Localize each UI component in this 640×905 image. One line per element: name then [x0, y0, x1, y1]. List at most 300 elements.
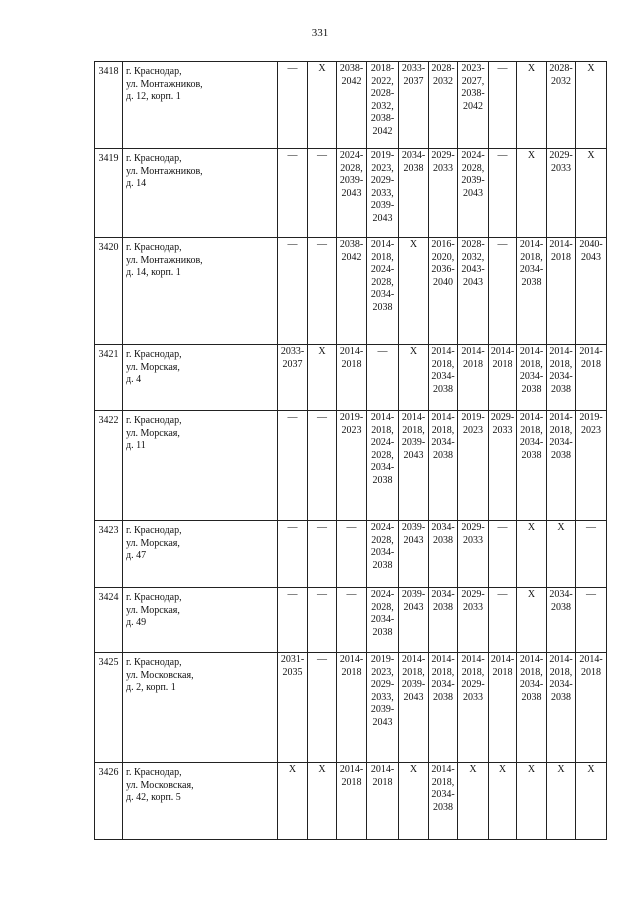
schedule-line: 2033 — [463, 691, 483, 703]
schedule-line: 2034- — [431, 589, 455, 600]
schedule-line: 2018, — [402, 666, 425, 678]
schedule-line: X — [557, 522, 565, 533]
address-cell — [123, 149, 278, 238]
schedule-cell — [517, 149, 547, 238]
schedule-cell — [547, 653, 576, 763]
schedule-line: 2024- — [370, 589, 395, 600]
schedule-cell — [489, 653, 517, 763]
table-row — [95, 521, 607, 588]
address-cell — [123, 62, 278, 149]
schedule-cell — [489, 411, 517, 521]
schedule-line: 2014- — [549, 346, 573, 357]
schedule-line: 2039- — [461, 175, 485, 186]
schedule-line: — — [497, 63, 508, 74]
schedule-cell — [458, 411, 489, 521]
schedule-line: X — [409, 346, 418, 357]
schedule-line: — — [377, 346, 388, 357]
schedule-line: 2014- — [549, 654, 573, 665]
address-line: г. Краснодар, — [126, 153, 182, 164]
address-cell — [123, 653, 278, 763]
schedule-line: X — [527, 63, 536, 74]
schedule-line: 2014- — [549, 239, 573, 250]
schedule-line: 2023, — [371, 162, 394, 174]
schedule-line: 2034- — [431, 437, 455, 448]
address-cell — [123, 411, 278, 521]
schedule-line: 2018- — [370, 63, 395, 74]
schedule-line: X — [527, 589, 536, 600]
schedule-line: 2034- — [519, 371, 544, 382]
schedule-cell — [547, 763, 576, 840]
schedule-line: 2014- — [579, 654, 603, 665]
schedule-line: 2036- — [431, 264, 455, 275]
table-row — [95, 411, 607, 521]
schedule-line: — — [317, 654, 327, 665]
schedule-line: 2018, — [520, 666, 543, 678]
schedule-line: X — [318, 346, 326, 357]
schedule-line: 2042 — [463, 100, 483, 112]
schedule-line: 2018, — [520, 358, 543, 370]
schedule-cell — [576, 149, 607, 238]
schedule-line: 2014- — [431, 654, 455, 665]
schedule-line: 2019- — [370, 150, 395, 161]
schedule-line: 2014- — [461, 654, 485, 665]
schedule-cell — [308, 521, 337, 588]
schedule-line: 2028, — [371, 449, 394, 461]
schedule-line: 2029- — [370, 679, 395, 690]
schedule-line: 2032 — [433, 75, 453, 87]
schedule-cell — [517, 763, 547, 840]
schedule-cell — [458, 521, 489, 588]
schedule-line: 2024- — [461, 150, 485, 161]
schedule-line: 2034- — [431, 371, 455, 382]
schedule-line: 2032 — [551, 75, 571, 87]
schedule-line: 2038 — [403, 162, 424, 174]
schedule-line: 2043 — [403, 601, 424, 613]
schedule-cell — [308, 653, 337, 763]
schedule-line: — — [317, 522, 327, 533]
schedule-line: 2038 — [551, 691, 571, 703]
schedule-cell — [367, 345, 399, 411]
schedule-cell — [547, 588, 576, 653]
schedule-line: — — [586, 589, 596, 600]
schedule-cell — [576, 653, 607, 763]
schedule-cell — [367, 588, 399, 653]
address-line: ул. Морская, — [126, 427, 180, 439]
schedule-line: 2018 — [341, 666, 362, 678]
schedule-cell — [278, 345, 308, 411]
schedule-line: X — [587, 764, 595, 775]
schedule-cell — [367, 149, 399, 238]
schedule-cell — [429, 763, 458, 840]
schedule-line: 2043 — [403, 449, 424, 461]
schedule-cell — [337, 345, 367, 411]
address-line: д. 11 — [126, 440, 146, 451]
schedule-cell — [337, 62, 367, 149]
schedule-line: 2038 — [521, 383, 542, 395]
schedule-line: 2029- — [431, 150, 455, 161]
schedule-line: 2014- — [431, 764, 455, 775]
schedule-line: 2034- — [519, 264, 544, 275]
schedule-line: 2042 — [341, 75, 362, 87]
schedule-cell — [458, 238, 489, 345]
schedule-line: 2037 — [403, 75, 424, 87]
schedule-line: 2018, — [371, 251, 394, 263]
schedule-line: 2033 — [463, 534, 483, 546]
schedule-line: 2034- — [370, 462, 395, 473]
schedule-line: 2014- — [461, 346, 485, 357]
schedule-line: 2034- — [370, 289, 395, 300]
schedule-line: 2033, — [371, 691, 394, 703]
schedule-line: 2018 — [581, 666, 601, 678]
schedule-line: 2014- — [401, 412, 426, 423]
schedule-line: 2033 — [551, 162, 571, 174]
address-line: г. Краснодар, — [126, 525, 182, 536]
schedule-line: 2014- — [519, 412, 544, 423]
schedule-cell — [337, 238, 367, 345]
schedule-cell — [399, 521, 429, 588]
schedule-line: — — [317, 589, 327, 600]
address-line: г. Краснодар, — [126, 592, 182, 603]
schedule-line: 2018 — [341, 358, 362, 370]
schedule-cell — [278, 411, 308, 521]
schedule-line: X — [469, 764, 477, 775]
address-cell — [123, 588, 278, 653]
address-cell — [123, 345, 278, 411]
schedule-cell — [489, 588, 517, 653]
table-row — [95, 345, 607, 411]
schedule-line: — — [497, 150, 508, 161]
schedule-line: 2034- — [549, 679, 573, 690]
schedule-cell — [458, 62, 489, 149]
schedule-line: 2029- — [549, 150, 573, 161]
schedule-cell — [308, 411, 337, 521]
schedule-cell — [308, 588, 337, 653]
schedule-cell — [367, 411, 399, 521]
address-line: ул. Морская, — [126, 537, 180, 549]
schedule-cell — [547, 345, 576, 411]
schedule-line: 2039- — [370, 200, 395, 211]
table-row — [95, 763, 607, 840]
schedule-cell — [278, 149, 308, 238]
schedule-line: 2032, — [371, 100, 394, 112]
schedule-line: X — [527, 764, 536, 775]
schedule-line: — — [287, 63, 298, 74]
schedule-cell — [489, 238, 517, 345]
schedule-cell — [576, 411, 607, 521]
schedule-line: 2038 — [551, 383, 571, 395]
schedule-line: 2014- — [490, 654, 515, 665]
schedule-line: 2024- — [370, 264, 395, 275]
schedule-line: 2043 — [463, 187, 483, 199]
schedule-line: 2019- — [579, 412, 603, 423]
address-line: ул. Монтажников, — [126, 165, 203, 177]
schedule-line: 2034- — [519, 437, 544, 448]
schedule-cell — [399, 763, 429, 840]
schedule-line: 2031- — [280, 654, 305, 665]
schedule-line: 2018, — [549, 358, 573, 370]
schedule-line: 2014- — [370, 412, 395, 423]
schedule-cell — [278, 588, 308, 653]
schedule-line: 2034- — [549, 371, 573, 382]
schedule-line: X — [557, 764, 565, 775]
schedule-cell — [367, 521, 399, 588]
schedule-line: 2028, — [371, 534, 394, 546]
row-number-cell: 3422 — [95, 411, 123, 521]
schedule-cell — [367, 653, 399, 763]
schedule-cell — [429, 345, 458, 411]
schedule-line: X — [527, 522, 536, 533]
schedule-cell — [517, 521, 547, 588]
schedule-line: 2043 — [372, 212, 393, 224]
schedule-cell — [489, 345, 517, 411]
address-line: г. Краснодар, — [126, 242, 182, 253]
schedule-line: 2014- — [401, 654, 426, 665]
schedule-cell — [576, 238, 607, 345]
schedule-cell — [308, 62, 337, 149]
schedule-cell — [458, 763, 489, 840]
table-row — [95, 149, 607, 238]
schedule-line: — — [317, 412, 327, 423]
schedule-line: 2043 — [341, 187, 362, 199]
schedule-line: 2018 — [581, 358, 601, 370]
schedule-line: 2028, — [461, 162, 485, 174]
schedule-line: — — [287, 239, 298, 250]
row-number-cell: 3421 — [95, 345, 123, 411]
schedule-cell — [429, 149, 458, 238]
schedule-line: X — [527, 150, 536, 161]
schedule-line: 2018, — [431, 424, 455, 436]
schedule-line: 2033- — [401, 63, 426, 74]
schedule-line: 2038 — [372, 474, 393, 486]
schedule-line: 2014- — [519, 654, 544, 665]
schedule-line: 2029- — [461, 589, 485, 600]
schedule-line: X — [318, 764, 326, 775]
schedule-cell — [517, 62, 547, 149]
schedule-cell — [458, 653, 489, 763]
schedule-line: 2018, — [520, 424, 543, 436]
schedule-cell — [517, 345, 547, 411]
schedule-line: 2018, — [461, 666, 485, 678]
address-line: ул. Московская, — [126, 779, 194, 791]
schedule-line: X — [587, 63, 595, 74]
schedule-line: 2018, — [371, 424, 394, 436]
schedule-line: 2039- — [339, 175, 364, 186]
schedule-line: 2018 — [341, 776, 362, 788]
schedule-line: 2038 — [521, 276, 542, 288]
row-number-cell: 3423 — [95, 521, 123, 588]
schedule-cell — [576, 588, 607, 653]
schedule-line: 2043 — [403, 691, 424, 703]
schedule-cell — [399, 653, 429, 763]
schedule-line: 2024- — [339, 150, 364, 161]
schedule-line: X — [409, 239, 418, 250]
schedule-cell — [337, 411, 367, 521]
schedule-cell — [489, 62, 517, 149]
schedule-cell — [429, 653, 458, 763]
schedule-line: — — [497, 522, 508, 533]
address-line: ул. Монтажников, — [126, 254, 203, 266]
schedule-line: 2042 — [372, 125, 393, 137]
schedule-line: 2034- — [370, 614, 395, 625]
schedule-cell — [547, 149, 576, 238]
schedule-line: 2028, — [340, 162, 363, 174]
schedule-cell — [367, 238, 399, 345]
schedule-cell — [308, 763, 337, 840]
schedule-line: 2038 — [433, 801, 453, 813]
schedule-line: 2028- — [370, 88, 395, 99]
schedule-line: 2043 — [403, 534, 424, 546]
schedule-cell — [337, 653, 367, 763]
schedule-line: 2028- — [549, 63, 573, 74]
schedule-line: 2018 — [372, 776, 393, 788]
schedule-cell — [308, 345, 337, 411]
schedule-cell — [429, 521, 458, 588]
address-line: д. 4 — [126, 374, 142, 385]
address-line: д. 14, корп. 1 — [126, 267, 181, 278]
row-number-cell: 3424 — [95, 588, 123, 653]
address-line: д. 2, корп. 1 — [126, 682, 176, 693]
schedule-line: — — [586, 522, 596, 533]
schedule-line: 2038 — [433, 601, 453, 613]
schedule-line: 2018, — [549, 424, 573, 436]
schedule-line: 2038 — [433, 383, 453, 395]
schedule-line: 2028- — [431, 63, 455, 74]
table-row — [95, 653, 607, 763]
table-row — [95, 62, 607, 149]
schedule-line: 2043 — [372, 716, 393, 728]
schedule-cell — [278, 238, 308, 345]
address-line: ул. Морская, — [126, 604, 180, 616]
schedule-line: 2038 — [433, 534, 453, 546]
schedule-line: 2024- — [370, 522, 395, 533]
schedule-line: 2033- — [280, 346, 305, 357]
schedule-cell — [576, 345, 607, 411]
schedule-line: X — [409, 764, 418, 775]
row-number-cell: 3425 — [95, 653, 123, 763]
schedule-cell — [429, 238, 458, 345]
schedule-line: 2043- — [461, 264, 485, 275]
address-line: г. Краснодар, — [126, 349, 182, 360]
schedule-cell — [399, 411, 429, 521]
schedule-line: 2038- — [370, 113, 395, 124]
schedule-line: 2027, — [461, 75, 485, 87]
schedule-cell — [278, 763, 308, 840]
schedule-line: 2034- — [431, 789, 455, 800]
schedule-line: 2034- — [549, 589, 573, 600]
schedule-line: 2029- — [461, 522, 485, 533]
row-number-cell: 3420 — [95, 238, 123, 345]
schedule-line: 2040 — [433, 276, 453, 288]
row-number-cell: 3426 — [95, 763, 123, 840]
schedule-cell — [337, 521, 367, 588]
schedule-line: 2014- — [579, 346, 603, 357]
schedule-line: 2038 — [372, 301, 393, 313]
schedule-line: 2018, — [520, 251, 543, 263]
schedule-line: 2038 — [551, 449, 571, 461]
schedule-cell — [429, 411, 458, 521]
schedule-cell — [308, 238, 337, 345]
schedule-line: 2019- — [461, 412, 485, 423]
schedule-line: 2034- — [431, 679, 455, 690]
address-line: ул. Морская, — [126, 361, 180, 373]
page-number: 331 — [311, 27, 329, 39]
schedule-line: 2023 — [341, 424, 362, 436]
schedule-cell — [517, 238, 547, 345]
schedule-cell — [517, 588, 547, 653]
address-line: г. Краснодар, — [126, 657, 182, 668]
schedule-line: — — [317, 239, 327, 250]
address-cell — [123, 763, 278, 840]
schedule-line: 2043 — [581, 251, 601, 263]
schedule-line: 2038 — [372, 626, 393, 638]
schedule-line: — — [346, 522, 357, 533]
address-cell — [123, 238, 278, 345]
schedule-line: — — [317, 150, 327, 161]
schedule-line: 2019- — [370, 654, 395, 665]
schedule-cell — [308, 149, 337, 238]
schedule-line: 2023, — [371, 666, 394, 678]
schedule-line: 2014- — [431, 412, 455, 423]
schedule-cell — [458, 588, 489, 653]
schedule-line: 2034- — [370, 547, 395, 558]
address-line: д. 49 — [126, 617, 147, 628]
schedule-cell — [278, 653, 308, 763]
schedule-cell — [517, 411, 547, 521]
schedule-line: 2014- — [339, 764, 364, 775]
schedule-cell — [489, 521, 517, 588]
schedule-line: 2034- — [431, 522, 455, 533]
schedule-line: 2028, — [371, 276, 394, 288]
schedule-cell — [547, 521, 576, 588]
schedule-cell — [489, 763, 517, 840]
schedule-line: — — [287, 522, 298, 533]
schedule-line: 2040- — [579, 239, 603, 250]
schedule-line: 2018, — [431, 666, 455, 678]
schedule-line: 2016- — [431, 239, 455, 250]
schedule-line: 2014- — [431, 346, 455, 357]
schedule-cell — [576, 763, 607, 840]
schedule-line: 2019- — [339, 412, 364, 423]
schedule-line: 2034- — [549, 437, 573, 448]
schedule-cell — [367, 62, 399, 149]
schedule-line: 2029- — [461, 679, 485, 690]
schedule-line: 2038 — [521, 449, 542, 461]
schedule-line: 2038 — [521, 691, 542, 703]
address-cell — [123, 521, 278, 588]
schedule-line: 2038 — [551, 601, 571, 613]
address-line: д. 47 — [126, 550, 147, 561]
schedule-line: 2023 — [463, 424, 483, 436]
schedule-line: 2023- — [461, 63, 485, 74]
schedule-cell — [458, 345, 489, 411]
schedule-cell — [547, 238, 576, 345]
schedule-line: — — [497, 589, 508, 600]
address-line: д. 14 — [126, 178, 147, 189]
register-table — [94, 61, 607, 840]
schedule-line: 2029- — [490, 412, 515, 423]
schedule-line: 2018 — [492, 358, 513, 370]
schedule-line: 2018, — [402, 424, 425, 436]
schedule-line: 2028- — [461, 239, 485, 250]
schedule-line: 2033, — [371, 187, 394, 199]
schedule-line: — — [346, 589, 357, 600]
schedule-line: X — [288, 764, 297, 775]
schedule-line: X — [318, 63, 326, 74]
schedule-cell — [547, 62, 576, 149]
schedule-line: 2020, — [431, 251, 455, 263]
schedule-line: 2018 — [551, 251, 571, 263]
schedule-line: 2038 — [372, 559, 393, 571]
